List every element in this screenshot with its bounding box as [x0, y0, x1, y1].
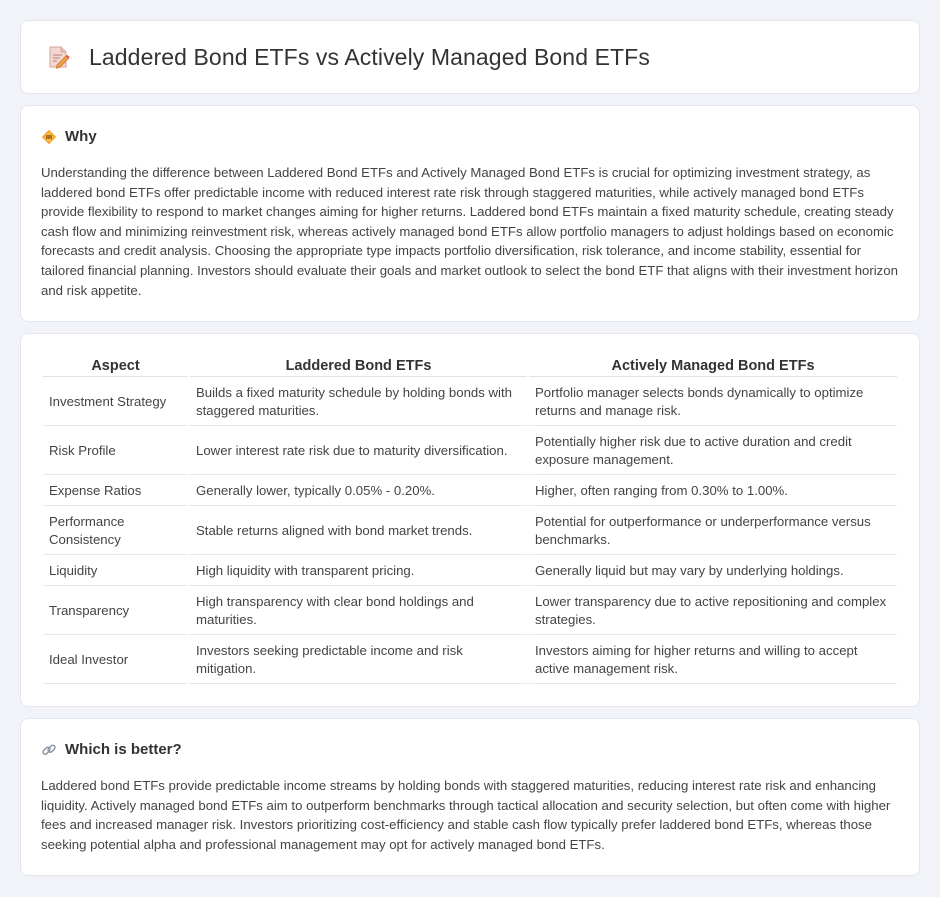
row-laddered: Investors seeking predictable income and risk mitigation. [190, 637, 527, 684]
comparison-section [20, 333, 920, 707]
table-row [43, 557, 897, 586]
row-active: Lower transparency due to active repositioning and complex strategies. [529, 588, 897, 635]
row-active: Higher, often ranging from 0.30% to 1.00%. [529, 477, 897, 506]
better-heading: Which is better? [65, 741, 182, 758]
table-row [43, 637, 897, 684]
row-laddered: Generally lower, typically 0.05% - 0.20%. [190, 477, 527, 506]
table-row [43, 428, 897, 475]
table-header-row [43, 354, 897, 377]
row-aspect: Risk Profile [43, 428, 188, 475]
link-icon [41, 742, 57, 758]
table-row [43, 379, 897, 426]
header-aspect: Aspect [43, 354, 188, 377]
row-aspect: Performance Consistency [43, 508, 188, 555]
row-aspect: Ideal Investor [43, 637, 188, 684]
row-active: Generally liquid but may vary by underlying holdings. [529, 557, 897, 586]
row-aspect: Transparency [43, 588, 188, 635]
why-heading: Why [65, 128, 97, 145]
row-aspect: Investment Strategy [43, 379, 188, 426]
why-text: Understanding the difference between Laddered Bond ETFs and Actively Managed Bond ETFs is crucial for optimizing investment strategy, as laddered bond ETFs offer predictable income with reduced interest rate risk through staggered maturities, while actively managed bond ETFs provide flexibility to respond to market changes aiming for higher returns. Laddered bond ETFs maintain a fixed maturity schedule, creating steady cash flow and minimizing reinvestment risk, whereas actively managed bond ETFs allow portfolio managers to adjust holdings based on economic forecasts and credit analysis. Choosing the appropriate type impacts portfolio diversification, risk tolerance, and income stability, essential for tailored financial planning. Investors should evaluate their goals and market outlook to select the bond ETF that aligns with their investment horizon and risk appetite. [41, 165, 898, 298]
document-edit-icon [45, 44, 71, 70]
row-active: Portfolio manager selects bonds dynamically to optimize returns and manage risk. [529, 379, 897, 426]
table-row [43, 588, 897, 635]
row-active: Investors aiming for higher returns and willing to accept active management risk. [529, 637, 897, 684]
row-active: Potential for outperformance or underperformance versus benchmarks. [529, 508, 897, 555]
why-heading-row [41, 128, 899, 145]
header-laddered: Laddered Bond ETFs [190, 354, 527, 377]
row-aspect: Liquidity [43, 557, 188, 586]
row-laddered: High transparency with clear bond holdings and maturities. [190, 588, 527, 635]
row-laddered: Lower interest rate risk due to maturity diversification. [190, 428, 527, 475]
header-active: Actively Managed Bond ETFs [529, 354, 897, 377]
row-active: Potentially higher risk due to active duration and credit exposure management. [529, 428, 897, 475]
header-card [20, 20, 920, 94]
row-laddered: Stable returns aligned with bond market trends. [190, 508, 527, 555]
better-text: Laddered bond ETFs provide predictable income streams by holding bonds with staggered maturities, reducing interest rate risk and enhancing liquidity. Actively managed bond ETFs aim to outperform benchmarks through tactical allocation and security selection, but often come with higher fees and increased manager risk. Investors prioritizing cost-efficiency and stable cash flow typically prefer laddered bond ETFs, whereas those seeking potential alpha and professional management may opt for actively managed bond ETFs. [41, 778, 891, 852]
better-heading-row [41, 741, 899, 758]
table-row [43, 477, 897, 506]
diamond-warning-icon [41, 129, 57, 145]
row-laddered: Builds a fixed maturity schedule by holding bonds with staggered maturities. [190, 379, 527, 426]
row-aspect: Expense Ratios [43, 477, 188, 506]
why-section [20, 105, 920, 322]
row-laddered: High liquidity with transparent pricing. [190, 557, 527, 586]
table-row [43, 508, 897, 555]
comparison-table [41, 352, 899, 686]
better-section [20, 718, 920, 876]
page-title: Laddered Bond ETFs vs Actively Managed Bond ETFs [89, 43, 650, 70]
